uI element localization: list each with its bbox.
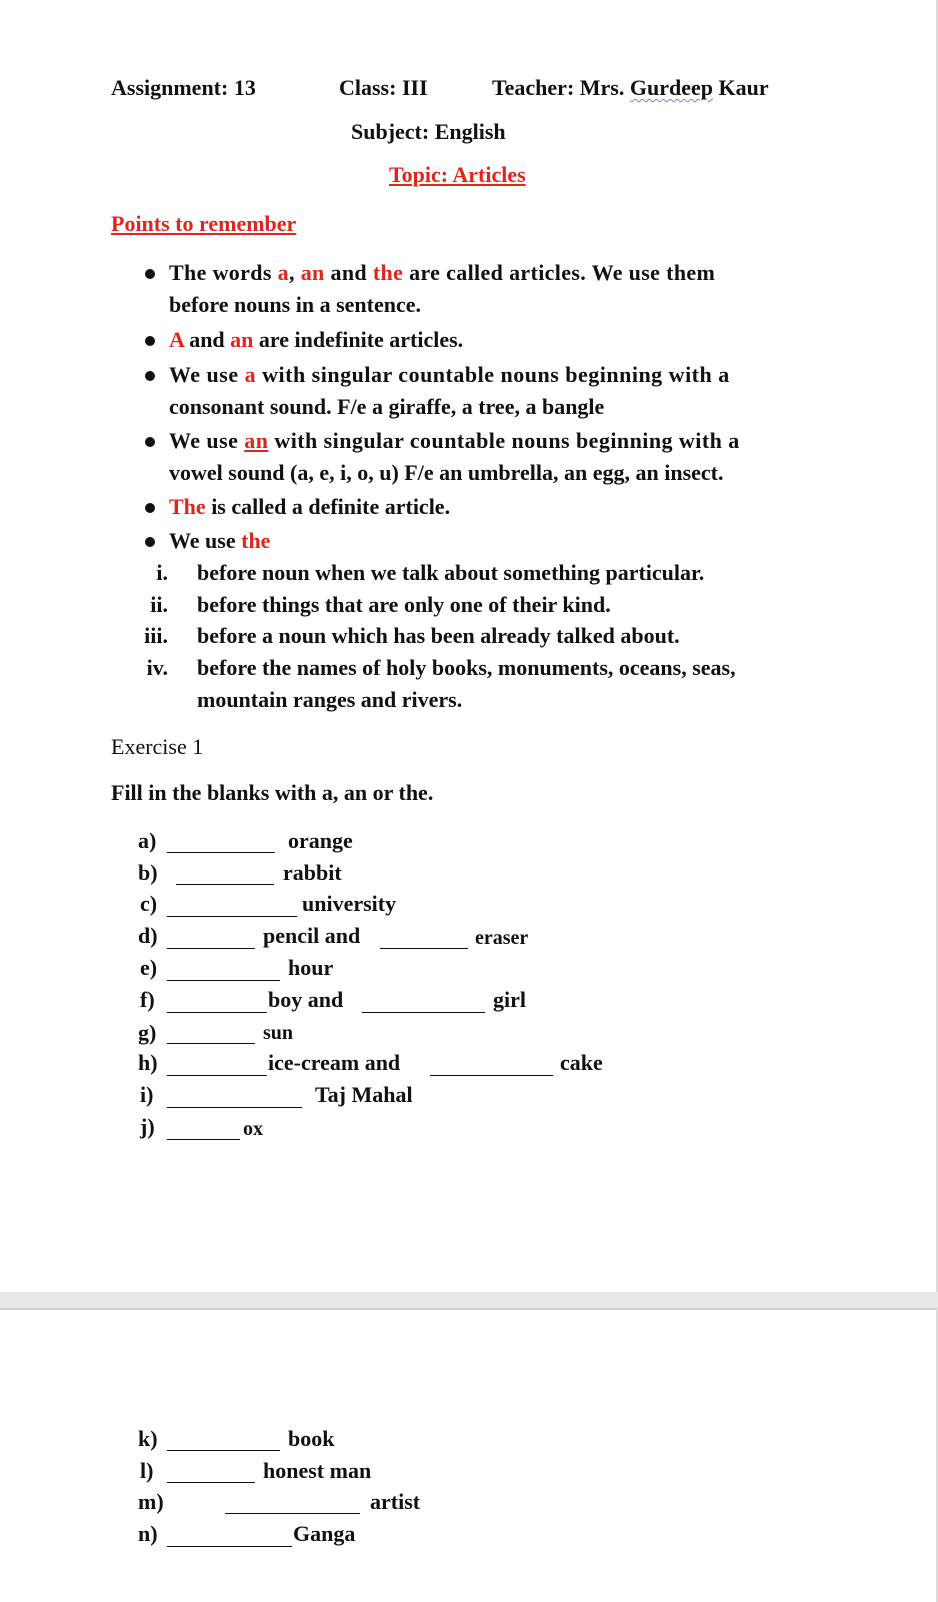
item-word: artist [370,1489,421,1514]
answer-blank[interactable] [167,948,255,949]
bullet-6: We use the [169,528,271,553]
bullet-4-line-2: vowel sound (a, e, i, o, u) F/e an umbrella, an egg, an insect. [169,460,724,485]
item-word: hour [288,955,334,980]
answer-blank[interactable] [167,852,275,853]
item-word: university [302,891,397,916]
teacher-name-spellcheck: Gurdeep [629,75,713,100]
subject-label: Subject: English [351,119,506,144]
bullet-2: A and an are indefinite articles. [169,327,464,352]
answer-blank[interactable] [176,884,274,885]
item-word: eraser [475,927,529,949]
item-label: h) [138,1050,158,1075]
roman-numeral: iii. [144,623,168,648]
item-label: f) [140,987,155,1012]
answer-blank[interactable] [167,1482,255,1483]
bullet-dot [145,437,155,447]
roman-item-text: before a noun which has been already talked about. [197,623,680,648]
item-word: book [288,1426,335,1451]
item-word: rabbit [283,860,342,885]
roman-numeral: ii. [150,592,168,617]
document-page-2 [0,1308,938,1602]
points-heading: Points to remember [111,211,297,236]
assignment-number: Assignment: 13 [111,75,256,100]
item-word: honest man [263,1458,372,1483]
bullet-1-line-1: The words a, an and the are called articles. We use them [169,260,716,285]
bullet-3-line-2: consonant sound. F/e a giraffe, a tree, a bangle [169,394,605,419]
bullet-dot [145,537,155,547]
item-label: n) [138,1521,158,1546]
answer-blank[interactable] [430,1075,553,1076]
answer-blank[interactable] [225,1513,360,1514]
bullet-5: The is called a definite article. [169,494,451,519]
bullet-4-line-1: We use an with singular countable nouns beginning with a [169,428,740,453]
item-label: d) [138,923,158,948]
item-label: k) [138,1426,158,1451]
roman-numeral: iv. [146,655,168,680]
item-word: Taj Mahal [315,1082,413,1107]
item-word: ice-cream and [268,1050,401,1075]
roman-item-text: before things that are only one of their kind. [197,592,611,617]
item-word: Ganga [293,1521,356,1546]
answer-blank[interactable] [167,1012,267,1013]
item-label: g) [138,1020,157,1045]
roman-numeral: i. [156,560,168,585]
answer-blank[interactable] [167,1546,292,1547]
item-label: c) [140,891,158,916]
bullet-1-line-2: before nouns in a sentence. [169,292,421,317]
item-label: a) [138,828,157,853]
bullet-dot [145,371,155,381]
item-word: ox [243,1118,263,1140]
item-word: boy and [268,987,344,1012]
bullet-3-line-1: We use a with singular countable nouns beginning with a [169,362,730,387]
answer-blank[interactable] [362,1012,485,1013]
item-label: j) [140,1114,155,1139]
item-word: cake [560,1050,603,1075]
item-word: sun [263,1022,294,1044]
roman-item-text-continued: mountain ranges and rivers. [197,687,463,712]
item-word: pencil and [263,923,361,948]
bullet-dot [145,269,155,279]
answer-blank[interactable] [167,1107,302,1108]
bullet-dot [145,336,155,346]
roman-item-text: before noun when we talk about something particular. [197,560,705,585]
teacher-label: Teacher: Mrs. Gurdeep Kaur [492,75,769,100]
answer-blank[interactable] [167,916,297,917]
topic-title: Topic: Articles [389,162,526,187]
item-label: m) [138,1489,164,1514]
answer-blank[interactable] [167,1450,280,1451]
item-word: orange [288,828,353,853]
roman-item-text: before the names of holy books, monuments, oceans, seas, [197,655,736,680]
item-label: l) [140,1458,154,1483]
exercise-instruction: Fill in the blanks with a, an or the. [111,780,434,805]
item-word: girl [493,987,526,1012]
exercise-title: Exercise 1 [111,734,204,759]
item-label: e) [140,955,158,980]
item-label: b) [138,860,158,885]
answer-blank[interactable] [167,980,280,981]
answer-blank[interactable] [167,1139,240,1140]
class-label: Class: III [339,75,428,100]
answer-blank[interactable] [167,1043,255,1044]
answer-blank[interactable] [380,948,468,949]
answer-blank[interactable] [167,1075,267,1076]
item-label: i) [140,1082,154,1107]
bullet-dot [145,503,155,513]
